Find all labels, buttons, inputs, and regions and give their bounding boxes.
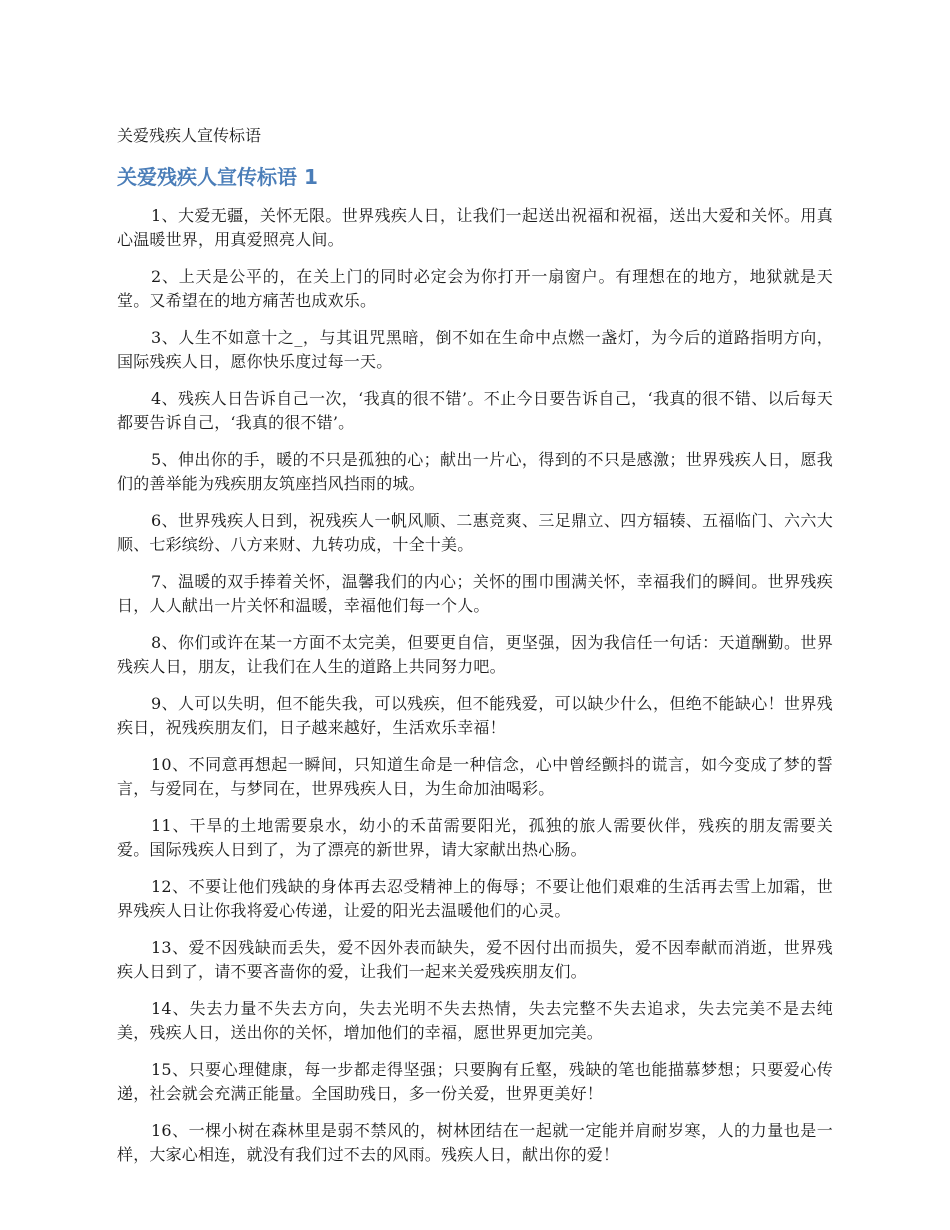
slogan-list: [117, 204, 833, 1180]
slogan-item: 7、温暖的双手捧着关怀，温馨我们的内心；关怀的围巾围满关怀，幸福我们的瞬间。世界残疾日，人人献出一片关怀和温暖，幸福他们每一个人。: [117, 572, 833, 615]
section-heading: 关爱残疾人宣传标语 1: [117, 165, 318, 189]
slogan-item: 9、人可以失明，但不能失我，可以残疾，但不能残爱，可以缺少什么，但绝不能缺心！世界残疾日，祝残疾朋友们，日子越来越好，生活欢乐幸福！: [117, 694, 833, 737]
slogan-item: 3、人生不如意十之_，与其诅咒黑暗，倒不如在生命中点燃一盏灯，为今后的道路指明方向，国际残疾人日，愿你快乐度过每一天。: [117, 328, 833, 371]
slogan-item: 14、失去力量不失去方向，失去光明不失去热情，失去完整不失去追求，失去完美不是去纯美，残疾人日，送出你的关怀，增加他们的幸福，愿世界更加完美。: [117, 999, 833, 1042]
document-title: 关爱残疾人宣传标语: [117, 126, 262, 145]
slogan-item: 6、世界残疾人日到，祝残疾人一帆风顺、二惠竞爽、三足鼎立、四方辐辏、五福临门、六六大顺、七彩缤纷、八方来财、九转功成，十全十美。: [117, 511, 833, 554]
slogan-item: 13、爱不因残缺而丢失，爱不因外表而缺失，爱不因付出而损失，爱不因奉献而消逝，世界残疾人日到了，请不要吝啬你的爱，让我们一起来关爱残疾朋友们。: [117, 938, 833, 981]
slogan-item: 11、干旱的土地需要泉水，幼小的禾苗需要阳光，孤独的旅人需要伙伴，残疾的朋友需要关爱。国际残疾人日到了，为了漂亮的新世界，请大家献出热心肠。: [117, 816, 833, 859]
slogan-item: 1、大爱无疆，关怀无限。世界残疾人日，让我们一起送出祝福和祝福，送出大爱和关怀。用真心温暖世界，用真爱照亮人间。: [117, 206, 833, 249]
slogan-item: 15、只要心理健康，每一步都走得坚强；只要胸有丘壑，残缺的笔也能描慕梦想；只要爱心传递，社会就会充满正能量。全国助残日，多一份关爱，世界更美好！: [117, 1060, 833, 1103]
slogan-item: 8、你们或许在某一方面不太完美，但要更自信，更坚强，因为我信任一句话：天道酬勤。世界残疾人日，朋友，让我们在人生的道路上共同努力吧。: [117, 633, 833, 676]
slogan-item: 2、上天是公平的，在关上门的同时必定会为你打开一扇窗户。有理想在的地方，地狱就是天堂。又希望在的地方痛苦也成欢乐。: [117, 267, 833, 310]
slogan-item: 5、伸出你的手，暖的不只是孤独的心；献出一片心，得到的不只是感激；世界残疾人日，愿我们的善举能为残疾朋友筑座挡风挡雨的城。: [117, 450, 833, 493]
slogan-item: 16、一棵小树在森林里是弱不禁风的，树林团结在一起就一定能并肩耐岁寒，人的力量也是一样，大家心相连，就没有我们过不去的风雨。残疾人日，献出你的爱！: [117, 1121, 833, 1164]
slogan-item: 4、残疾人日告诉自己一次，‘我真的很不错’。不止今日要告诉自己，‘我真的很不错、以后每天都要告诉自己，‘我真的很不错’。: [117, 389, 833, 432]
slogan-item: 12、不要让他们残缺的身体再去忍受精神上的侮辱；不要让他们艰难的生活再去雪上加霜，世界残疾人日让你我将爱心传递，让爱的阳光去温暖他们的心灵。: [117, 877, 833, 920]
slogan-item: 10、不同意再想起一瞬间，只知道生命是一种信念，心中曾经颤抖的谎言，如今变成了梦的誓言，与爱同在，与梦同在，世界残疾人日，为生命加油喝彩。: [117, 755, 833, 798]
